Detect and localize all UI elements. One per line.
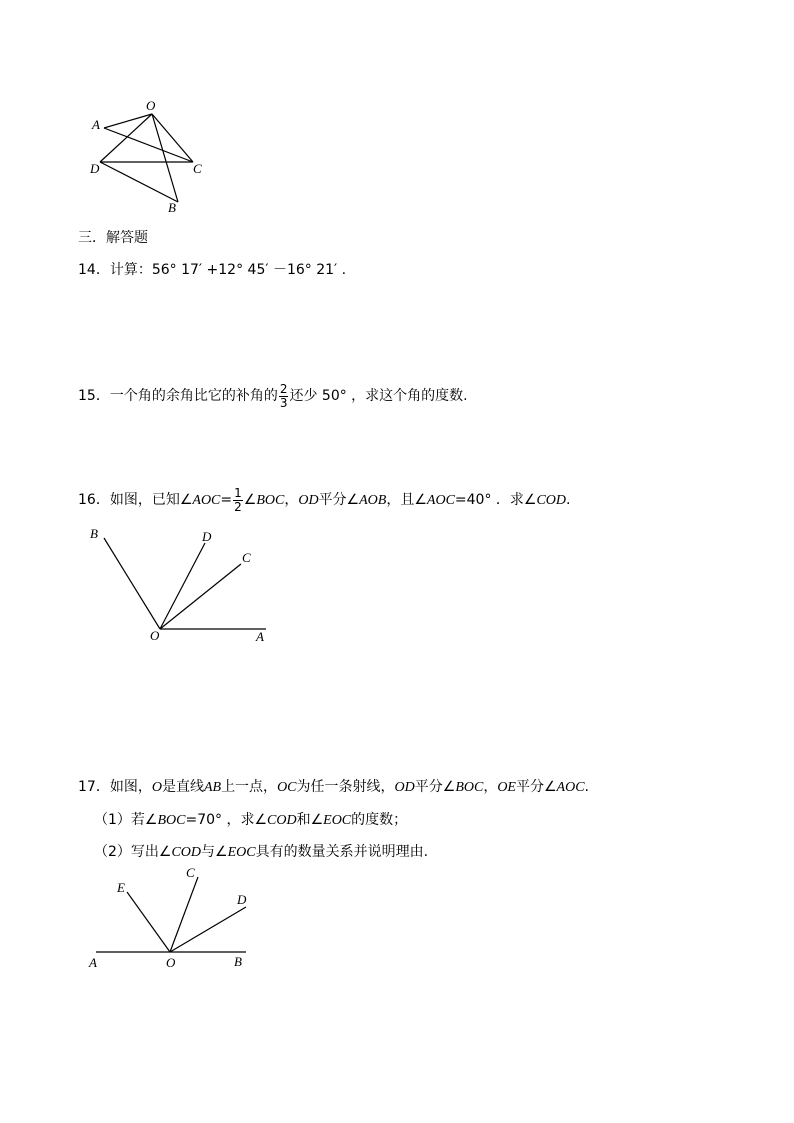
label-c: C (193, 161, 202, 176)
q17-var: OD (394, 780, 415, 795)
q16-part: ∠ (243, 492, 257, 508)
q17-var: AB (203, 780, 222, 795)
q15-number: 15． (78, 388, 110, 404)
q17-part: 如图， (109, 779, 152, 795)
q17-number: 17． (78, 779, 110, 795)
q17-part: 为任一条射线， (296, 779, 395, 795)
label-o: O (150, 628, 160, 643)
label-a: A (89, 955, 97, 970)
q16-frac-den: 2 (234, 499, 242, 514)
label-e: E (117, 880, 125, 895)
label-d: D (90, 161, 100, 176)
label-d: D (237, 892, 247, 907)
q16-part: 如图，已知∠ (109, 492, 193, 508)
label-o: O (166, 955, 176, 970)
label-c: C (186, 865, 195, 880)
q14-text: 计算：56° 17′ +12° 45′ －16° 21′ . (109, 262, 347, 278)
q17-part: . (584, 779, 589, 795)
q16-frac-num: 1 (234, 485, 242, 500)
label-b: B (168, 200, 176, 215)
ray-oe (127, 892, 170, 952)
q16-part: ，且∠ (386, 492, 427, 508)
q16-var: OD (298, 493, 319, 508)
q17-var: OE (497, 780, 516, 795)
q17-part: 上一点， (221, 779, 278, 795)
label-a: A (92, 117, 100, 132)
q16-var: COD (536, 493, 567, 508)
label-o: O (146, 98, 156, 113)
q15-frac-num: 2 (279, 381, 288, 396)
q17-part: 是直线 (161, 779, 204, 795)
sub1-var: COD (267, 813, 297, 828)
q17-part: 平分∠ (515, 779, 557, 795)
sub2-part: 具有的数量关系并说明理由. (255, 844, 429, 860)
sub2-var: COD (171, 845, 202, 860)
q16-var: AOC (192, 493, 221, 508)
q17-part: ， (483, 779, 498, 795)
sub1-part: =70° ，求∠ (185, 812, 268, 828)
q17-var: O (151, 780, 162, 795)
sub1-part: （1）若∠ (94, 812, 158, 828)
ray-oc (170, 877, 198, 952)
q17-var: AOC (556, 780, 585, 795)
sub2-part: （2）写出∠ (94, 844, 172, 860)
q16-part: = (220, 492, 233, 508)
q17-var: BOC (455, 780, 484, 795)
q15-text-after: 还少 50° ，求这个角的度数. (289, 388, 468, 404)
q16-var: BOC (256, 493, 285, 508)
q16-number: 16． (78, 492, 110, 508)
q16-part: . (566, 492, 571, 508)
sub1-var: BOC (157, 813, 186, 828)
label-b: B (234, 954, 242, 969)
q15-frac-den: 3 (279, 395, 288, 410)
sub1-part: 的度数； (351, 812, 408, 828)
label-c: C (242, 550, 251, 565)
q16-var: AOC (426, 493, 455, 508)
ray-od (170, 907, 246, 952)
sub1-part: 和∠ (296, 812, 324, 828)
q15-text-before: 一个角的余角比它的补角的 (109, 388, 278, 404)
sub2-part: 与∠ (201, 844, 228, 860)
section-title: 三．解答题 (78, 230, 148, 246)
q16-part: =40° ．求∠ (454, 492, 537, 508)
sub2-var: EOC (227, 845, 256, 860)
q17-var: OC (277, 780, 297, 795)
sub1-var: EOC (323, 813, 352, 828)
label-d: D (202, 529, 212, 544)
q16-part: ， (284, 492, 299, 508)
q17-part: 平分∠ (414, 779, 456, 795)
label-b: B (90, 526, 98, 541)
q16-var: AOB (359, 493, 387, 508)
label-a: A (256, 629, 264, 644)
q14-number: 14． (78, 262, 110, 278)
q16-part: 平分∠ (318, 492, 360, 508)
